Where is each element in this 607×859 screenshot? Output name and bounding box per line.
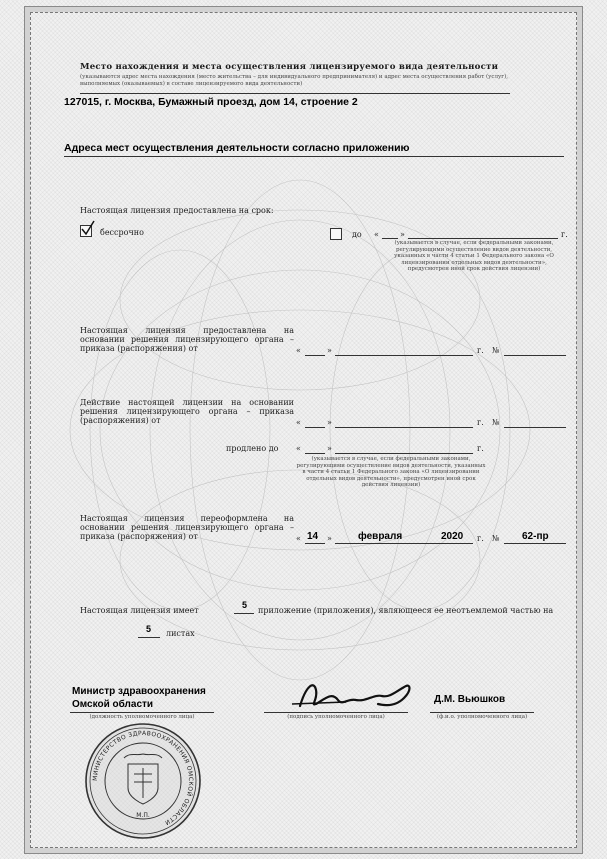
reissued-quote-close: » (327, 534, 332, 543)
until-quote-close: » (400, 230, 405, 239)
granted-year-suffix: г. (477, 346, 484, 355)
appendix-text-before: Настоящая лицензия имеет (80, 606, 199, 615)
until-date-line (408, 238, 558, 239)
extended-label: Действие настоящей лицензии на основании решения лицензирующего органа – приказа (распоряжения) от (80, 398, 294, 425)
granted-day-line (305, 355, 325, 356)
location-explain: (указываются адрес места нахождения (место жительства – для индивидуального предпринимателя) и адрес места осуществления работ (услуг), выполняемых (оказываемых) в составе лицензируемого вида деятельности) (80, 74, 508, 87)
until-note: (указывается в случае, если федеральными законами, регулирующими осуществление видов деятельности, указанных в части 4 статьи 1 Федерального закона «О лицензировании отдельных видов деятельности», предусмотрен иной срок действия лицензии) (394, 240, 554, 272)
signatory-position-line1: Министр здравоохранения (72, 686, 206, 697)
signatory-position-line2: Омской области (72, 699, 154, 710)
seal-mp-label: М.П. (136, 812, 150, 819)
handwritten-signature (286, 676, 426, 716)
reissued-day-line (305, 543, 325, 544)
indefinite-checkbox (80, 225, 92, 237)
signature-line (264, 712, 408, 713)
caption-name: (ф.и.о. уполномоченного лица) (436, 714, 528, 720)
reissued-quote-open: « (296, 534, 301, 543)
caption-position: (должность уполномоченного лица) (89, 714, 195, 720)
position-line (70, 712, 214, 713)
until-day-line (382, 238, 398, 239)
appendix-text-middle: приложение (приложения), являющееся ее неотъемлемой частью на (258, 606, 554, 615)
granted-number-line (504, 355, 566, 356)
addresses-note: Адреса мест осуществления деятельности согласно приложению (64, 142, 410, 154)
reissued-date-line (335, 543, 473, 544)
appendix-sheets-line (138, 637, 160, 638)
prolonged-quote-open: « (296, 444, 301, 453)
prolonged-date-line (335, 453, 473, 454)
granted-no-label: № (492, 346, 500, 355)
reissued-number: 62-пр (522, 531, 549, 542)
prolonged-day-line (305, 453, 325, 454)
extended-quote-open: « (296, 418, 301, 427)
location-underline (80, 93, 510, 94)
extended-number-line (504, 427, 566, 428)
granted-quote-open: « (296, 346, 301, 355)
reissued-day: 14 (307, 531, 319, 542)
indefinite-label: бессрочно (100, 228, 144, 237)
address-value: 127015, г. Москва, Бумажный проезд, дом 14, строение 2 (64, 96, 358, 108)
until-checkbox (330, 228, 342, 240)
appendix-count: 5 (242, 600, 248, 610)
extended-quote-close: » (327, 418, 332, 427)
official-seal-stamp (84, 722, 202, 840)
term-label: Настоящая лицензия предоставлена на срок: (80, 206, 274, 215)
reissued-number-line (504, 543, 566, 544)
extended-day-line (305, 427, 325, 428)
seal-ring-text: МИНИСТЕРСТВО ЗДРАВООХРАНЕНИЯ ОМСКОЙ ОБЛАСТИ (91, 729, 195, 827)
appendix-sheets-label: листах (166, 629, 195, 638)
reissued-no-label: № (492, 534, 500, 543)
signatory-name: Д.М. Вьюшков (434, 694, 506, 705)
reissued-year: 2020 (441, 531, 464, 542)
extended-year-suffix: г. (477, 418, 484, 427)
location-heading: Место нахождения и места осуществления лицензируемого вида деятельности (80, 62, 499, 72)
until-quote-open: « (374, 230, 379, 239)
appendix-count-line (234, 613, 254, 614)
prolonged-label: продлено до (226, 444, 279, 453)
addresses-underline (64, 156, 564, 157)
granted-quote-close: » (327, 346, 332, 355)
checkmark-icon (80, 220, 96, 236)
prolonged-quote-close: » (327, 444, 332, 453)
reissued-label: Настоящая лицензия переоформлена на основании решения лицензирующего органа – приказа (распоряжения) от (80, 514, 294, 541)
name-line (430, 712, 534, 713)
until-year-suffix: г. (561, 230, 568, 239)
extended-date-line (335, 427, 473, 428)
prolonged-year-suffix: г. (477, 444, 484, 453)
extended-no-label: № (492, 418, 500, 427)
until-label: до (352, 230, 362, 239)
extended-note: (указывается в случае, если федеральными законами, регулирующими осуществление видов деятельности, указанных в части 4 статьи 1 Федерального закона «О лицензировании отдельных видов деятельности», предусмотрен иной срок действия лицензии) (296, 456, 486, 488)
granted-date-line (335, 355, 473, 356)
reissued-year-suffix: г. (477, 534, 484, 543)
caption-signature: (подпись уполномоченного лица) (287, 714, 385, 720)
granted-label: Настоящая лицензия предоставлена на основании решения лицензирующего органа – приказа (распоряжения) от (80, 326, 294, 353)
reissued-month: февраля (358, 531, 403, 542)
appendix-sheets: 5 (146, 624, 152, 634)
